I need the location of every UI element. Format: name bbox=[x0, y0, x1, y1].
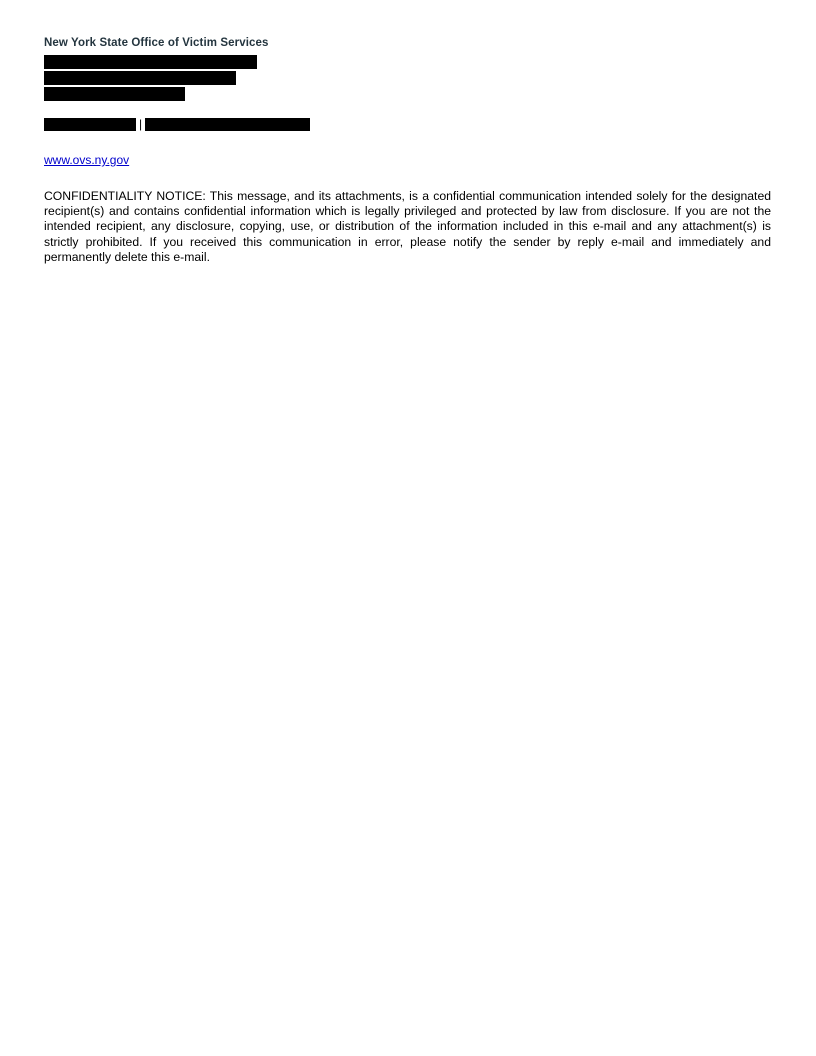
redacted-title-bar bbox=[44, 71, 236, 85]
website-link[interactable]: www.ovs.ny.gov bbox=[44, 153, 130, 167]
contact-separator: | bbox=[138, 117, 143, 131]
redacted-name-bar bbox=[44, 55, 257, 69]
redacted-contact-row bbox=[44, 118, 772, 131]
organization-name: New York State Office of Victim Services bbox=[44, 37, 269, 49]
redacted-phone-bar bbox=[44, 118, 136, 131]
redacted-address-bar bbox=[44, 87, 185, 101]
confidentiality-notice: CONFIDENTIALITY NOTICE: This message, and its attachments, is a confidential communication intended solely for the designated recipient(s) and contains confidential information which is legally privileged and protected by law from disclosure. If you are not the intended recipient, any disclosure, copying, use, or distribution of the information included in this e-mail and any attachment(s) is strictly prohibited. If you received this communication in error, please notify the sender by reply e-mail and immediately and permanently delete this e-mail. bbox=[44, 189, 771, 264]
email-signature-block bbox=[44, 36, 772, 265]
redacted-email-bar bbox=[145, 118, 310, 131]
